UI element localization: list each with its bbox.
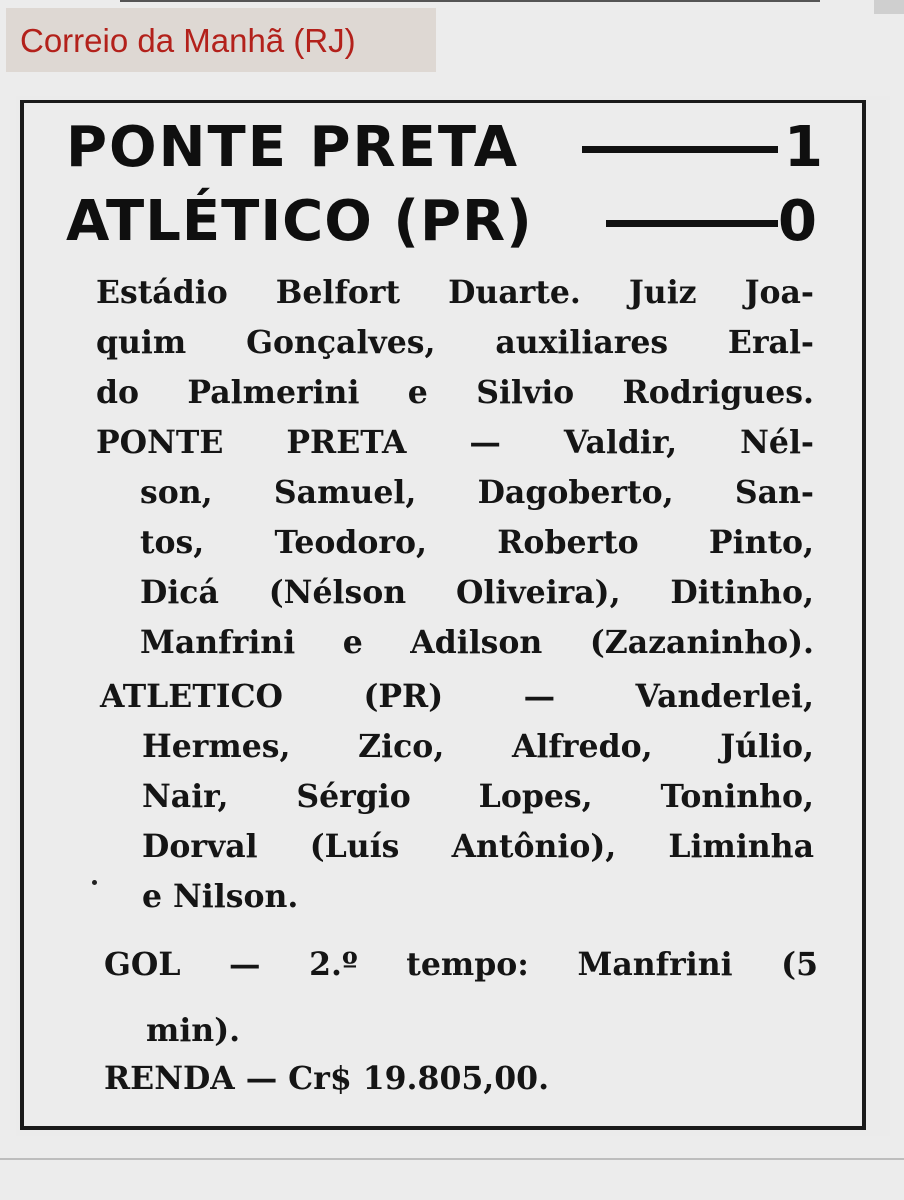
page-corner-mark [874, 0, 904, 14]
page-top-rule [120, 0, 820, 2]
text-line: PONTE PRETA — Valdir, Nél- [96, 424, 814, 461]
text-line: quim Gonçalves, auxiliares Eral- [96, 324, 814, 361]
scoreline-home [66, 112, 826, 184]
text-line: Hermes, Zico, Alfredo, Júlio, [142, 728, 814, 765]
text-line: Dorval (Luís Antônio), Liminha [142, 828, 814, 865]
atletico-lineup [100, 672, 814, 922]
gate-receipts-paragraph [104, 1054, 664, 1104]
text-line: ATLETICO (PR) — Vanderlei, [100, 678, 814, 715]
source-label: Correio da Manhã (RJ) [6, 8, 436, 72]
text-line: Nair, Sérgio Lopes, Toninho, [142, 778, 814, 815]
away-team-name: ATLÉTICO (PR) [66, 189, 533, 254]
goal-paragraph [104, 932, 818, 1064]
away-team-score: 0 [778, 189, 817, 254]
score-dash [606, 220, 778, 227]
text-line: Manfrini e Adilson (Zazaninho). [140, 624, 814, 661]
text-line: Dicá (Nélson Oliveira), Ditinho, [140, 574, 814, 611]
text-line: do Palmerini e Silvio Rodrigues. [96, 374, 814, 411]
ponte-preta-lineup [96, 418, 814, 668]
scoreline-away [66, 186, 826, 258]
text-line: Estádio Belfort Duarte. Juiz Joa- [96, 274, 814, 311]
score-dash [582, 146, 778, 153]
page-bottom-rule [0, 1158, 904, 1160]
text-line: GOL — 2.º tempo: Manfrini (5 [104, 946, 818, 983]
venue-paragraph [96, 268, 814, 418]
text-line: tos, Teodoro, Roberto Pinto, [140, 524, 814, 561]
print-speck [92, 880, 97, 885]
text-line: e Nilson. [142, 878, 299, 915]
home-team-score: 1 [784, 115, 823, 180]
home-team-name: PONTE PRETA [66, 115, 520, 180]
text-line: min). [146, 1012, 241, 1049]
text-line: RENDA — Cr$ 19.805,00. [104, 1060, 550, 1097]
text-line: son, Samuel, Dagoberto, San- [140, 474, 814, 511]
